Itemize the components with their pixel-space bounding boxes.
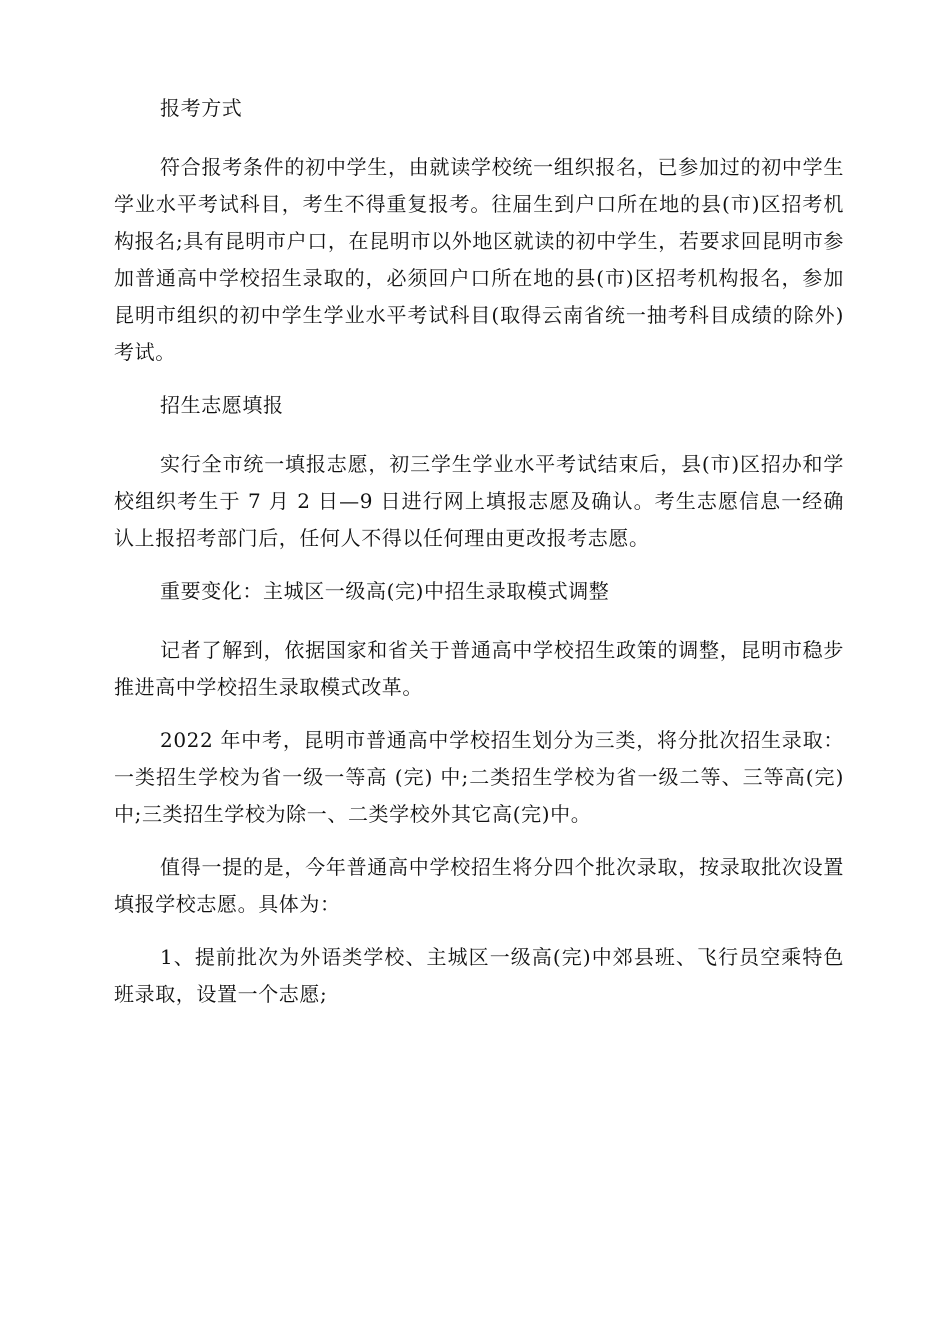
section-heading-application-filling: 招生志愿填报 [160,393,284,417]
paragraph-school-categories: 2022 年中考，昆明市普通高中学校招生划分为三类，将分批次招生录取：一类招生学校为省一级一等高 (完) 中;二类招生学校为省一级二等、三等高(完)中;三类招生学校为除一、二类学校外其它高(完)中。 [114,728,844,826]
paragraph-reform-intro: 记者了解到，依据国家和省关于普通高中学校招生政策的调整，昆明市稳步推进高中学校招生录取模式改革。 [114,638,844,699]
section-heading-registration-method: 报考方式 [160,96,243,120]
paragraph-admission-batches: 值得一提的是，今年普通高中学校招生将分四个批次录取，按录取批次设置填报学校志愿。具体为： [114,855,844,916]
list-item-early-batch: 1、提前批次为外语类学校、主城区一级高(完)中郊县班、飞行员空乘特色班录取，设置一个志愿; [114,945,844,1006]
document-page [114,90,844,1029]
section-heading-important-change: 重要变化：主城区一级高(完)中招生录取模式调整 [160,579,610,603]
paragraph-application-details: 实行全市统一填报志愿，初三学生学业水平考试结束后，县(市)区招办和学校组织考生于 7 月 2 日—9 日进行网上填报志愿及确认。考生志愿信息一经确认上报招考部门后，任何人不得以任何理由更改报考志愿。 [114,452,844,550]
paragraph-registration-details: 符合报考条件的初中学生，由就读学校统一组织报名，已参加过的初中学生学业水平考试科目，考生不得重复报考。往届生到户口所在地的县(市)区招考机构报名;具有昆明市户口，在昆明市以外地区就读的初中学生，若要求回昆明市参加普通高中学校招生录取的，必须回户口所在地的县(市)区招考机构报名，参加昆明市组织的初中学生学业水平考试科目(取得云南省统一抽考科目成绩的除外)考试。 [114,155,844,364]
